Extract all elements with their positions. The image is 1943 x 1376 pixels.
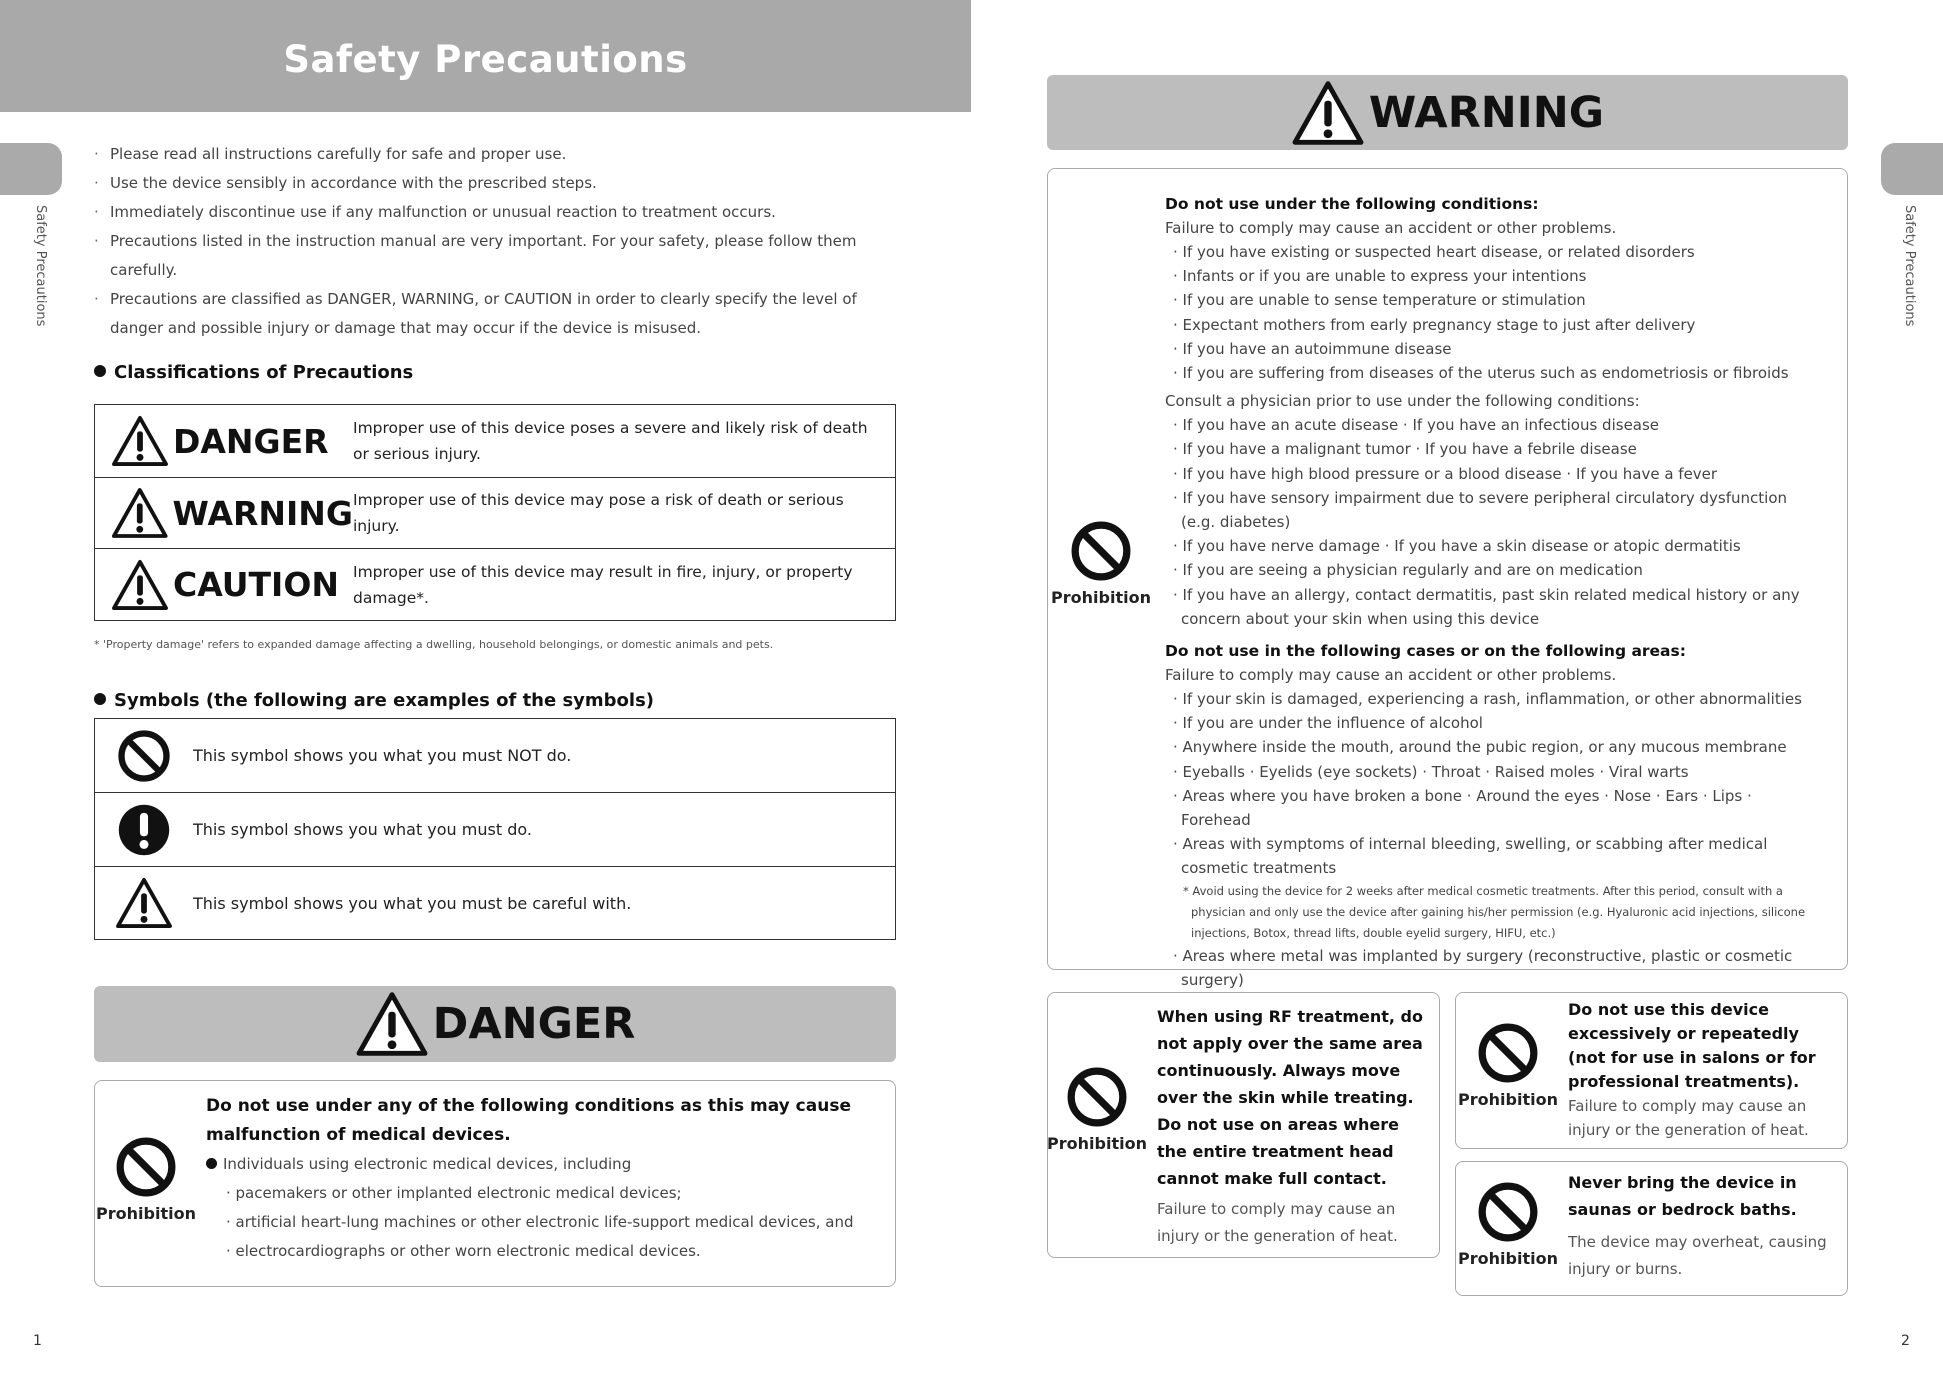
page-number: 2 (1901, 1333, 1910, 1349)
danger-banner (94, 986, 896, 1062)
warning-item: · If you have existing or suspected heart disease, or related disorders (1173, 243, 1695, 261)
prohibition-label: Prohibition (96, 1204, 196, 1223)
warning-item: · If you have high blood pressure or a blood disease · If you have a fever (1173, 464, 1718, 483)
page-title: Safety Precautions (283, 38, 688, 81)
warning-triangle-icon (355, 991, 429, 1057)
excessive-body (1568, 998, 1838, 1142)
prohibition-label: Prohibition (1051, 588, 1151, 607)
prohibition-icon (117, 729, 171, 783)
side-label: Safety Precautions (33, 205, 48, 327)
sauna-title: Never bring the device in saunas or bedrock baths. (1568, 1173, 1797, 1219)
intro-item: · Precautions are classified as DANGER, WARNING, or CAUTION in order to clearly specify the level of danger and possible injury or damage that may occur if the device is misused. (94, 285, 894, 343)
rf-body (1157, 1003, 1427, 1250)
warning-item: · Infants or if you are unable to express your intentions (1173, 267, 1587, 286)
symbols-heading: Symbols (the following are examples of the symbols) (94, 690, 654, 711)
warning-triangle-icon (111, 415, 169, 467)
danger-sub-item: · electrocardiographs or other worn electronic medical devices. (226, 1242, 701, 1260)
prohibition-icon (1066, 1066, 1128, 1128)
warning-item: · Anywhere inside the mouth, around the pubic region, or any mucous membrane (1173, 738, 1787, 757)
symbol-row (95, 866, 895, 939)
classifications-heading: Classifications of Precautions (94, 362, 413, 383)
classifications-table (94, 404, 896, 621)
warning-heading: Do not use in the following cases or on the following areas: (1165, 642, 1686, 661)
symbol-description: This symbol shows you what you must be careful with. (193, 893, 632, 913)
prohibition-marker (1051, 520, 1151, 607)
prohibition-label: Prohibition (1458, 1249, 1558, 1268)
excessive-text: Failure to comply may cause an injury or the generation of heat. (1568, 1097, 1809, 1139)
warning-item: · If you have nerve damage · If you have a skin disease or atopic dermatitis (1173, 537, 1741, 556)
warning-banner (1047, 75, 1848, 150)
classification-row-warning (95, 477, 895, 548)
side-tab (1881, 143, 1943, 195)
warning-heading: Do not use under the following conditions: (1165, 195, 1539, 213)
signal-word-cell (95, 415, 353, 467)
warning-item: · If you are suffering from diseases of the uterus such as endometriosis or fibroids (1173, 364, 1789, 383)
signal-word: WARNING (172, 493, 353, 533)
caution-icon (115, 877, 173, 929)
warning-triangle-icon (111, 559, 169, 611)
signal-description: Improper use of this device may pose a risk of death or serious injury. (353, 491, 844, 535)
warning-note: * Avoid using the device for 2 weeks after medical cosmetic treatments. After this period, consult with a physician and only use the device after gaining his/her permission (e.g. Hyaluronic acid injections, silicone injections, Botox, thread lifts, double eyelid surgery, HIFU, etc.) (1183, 883, 1806, 940)
prohibition-marker (96, 1136, 196, 1223)
warning-item: · Eyeballs · Eyelids (eye sockets) · Throat · Raised moles · Viral warts (1173, 762, 1689, 781)
warning-item: · Expectant mothers from early pregnancy stage to just after delivery (1173, 315, 1696, 334)
danger-body (206, 1092, 886, 1266)
prohibition-marker (1458, 1181, 1558, 1268)
page-number: 1 (33, 1333, 42, 1349)
symbol-description: This symbol shows you what you must do. (193, 820, 532, 839)
mandatory-icon (117, 803, 171, 857)
symbol-row (95, 792, 895, 866)
warning-item: · Areas with symptoms of internal bleeding, swelling, or scabbing after medical cosmetic treatments (1173, 835, 1768, 878)
warning-item: · If you are unable to sense temperature or stimulation (1173, 291, 1586, 310)
symbol-row (95, 719, 895, 792)
prohibition-label: Prohibition (1047, 1134, 1147, 1153)
warning-item: · If you have an allergy, contact dermatitis, past skin related medical history or any concern about your skin when using this device (1173, 585, 1800, 628)
warning-item: · If you are under the influence of alcohol (1173, 714, 1483, 733)
warning-item: · If your skin is damaged, experiencing a rash, inflammation, or other abnormalities (1173, 690, 1802, 709)
prohibition-icon (1070, 520, 1132, 582)
warning-item: · Areas where you have broken a bone · Around the eyes · Nose · Ears · Lips · Forehead (1173, 786, 1752, 830)
rf-title: Do not use on areas where the entire treatment head cannot make full contact. (1157, 1115, 1399, 1188)
warning-item: · If you have an autoimmune disease (1173, 339, 1452, 358)
prohibition-icon (1477, 1181, 1539, 1243)
warning-triangle-icon (111, 487, 169, 539)
side-tab (0, 143, 62, 195)
danger-bullet: Individuals using electronic medical devices, including (206, 1150, 886, 1179)
danger-sub-item: · pacemakers or other implanted electronic medical devices; (226, 1184, 682, 1202)
rf-title: When using RF treatment, do not apply over the same area continuously. Always move over the skin while treating. (1157, 1007, 1423, 1107)
warning-line: Failure to comply may cause an accident or other problems. (1165, 666, 1617, 685)
warning-line: Failure to comply may cause an accident or other problems. (1165, 219, 1617, 237)
excessive-title: Do not use this device excessively or repeatedly (not for use in salons or for professional treatments). (1568, 1000, 1816, 1091)
prohibition-icon (1477, 1022, 1539, 1084)
sauna-body (1568, 1169, 1838, 1283)
danger-title: Do not use under any of the following conditions as this may cause malfunction of medical devices. (206, 1096, 851, 1145)
prohibition-marker (1458, 1022, 1558, 1109)
warning-item: · If you have a malignant tumor · If you have a febrile disease (1173, 440, 1637, 459)
prohibition-label: Prohibition (1458, 1090, 1558, 1109)
side-label: Safety Precautions (1902, 205, 1917, 327)
classification-row-caution (95, 548, 895, 620)
signal-word: CAUTION (173, 565, 339, 604)
prohibition-marker (1047, 1066, 1147, 1153)
symbols-table (94, 718, 896, 940)
intro-item: · Please read all instructions carefully for safe and proper use. (94, 140, 894, 169)
warning-line: Consult a physician prior to use under the following conditions: (1165, 392, 1640, 411)
warning-item: · If you are seeing a physician regularly and are on medication (1173, 561, 1643, 580)
intro-item: · Precautions listed in the instruction manual are very important. For your safety, please follow them carefully. (94, 227, 894, 285)
warning-item: · If you have sensory impairment due to severe peripheral circulatory dysfunction (e.g. diabetes) (1173, 488, 1788, 532)
banner-word: DANGER (432, 999, 636, 1049)
classification-row-danger (95, 405, 895, 477)
sauna-text: The device may overheat, causing injury or burns. (1568, 1233, 1827, 1278)
symbol-description: This symbol shows you what you must NOT do. (193, 746, 572, 765)
signal-word-cell (95, 487, 353, 539)
banner-word: WARNING (1368, 87, 1605, 138)
signal-word: DANGER (173, 421, 329, 461)
rf-text: Failure to comply may cause an injury or the generation of heat. (1157, 1200, 1398, 1245)
intro-item: · Use the device sensibly in accordance with the prescribed steps. (94, 169, 894, 198)
warning-body (1165, 192, 1825, 992)
warning-triangle-icon (1291, 80, 1365, 146)
footnote: * 'Property damage' refers to expanded damage affecting a dwelling, household belongings, or domestic animals and pets. (94, 638, 774, 651)
left-page (0, 0, 971, 1376)
prohibition-icon (115, 1136, 177, 1198)
intro-list (94, 140, 894, 343)
signal-word-cell (95, 559, 353, 611)
warning-item: · If you have an acute disease · If you have an infectious disease (1173, 416, 1660, 435)
danger-sub-item: · artificial heart-lung machines or other electronic life-support medical devices, and (226, 1213, 854, 1231)
warning-item: · Areas where metal was implanted by surgery (reconstructive, plastic or cosmetic surgery) (1173, 946, 1793, 989)
signal-description: Improper use of this device may result in fire, injury, or property damage*. (353, 562, 853, 607)
signal-description: Improper use of this device poses a severe and likely risk of death or serious injury. (353, 419, 868, 463)
intro-item: · Immediately discontinue use if any malfunction or unusual reaction to treatment occurs. (94, 198, 894, 227)
